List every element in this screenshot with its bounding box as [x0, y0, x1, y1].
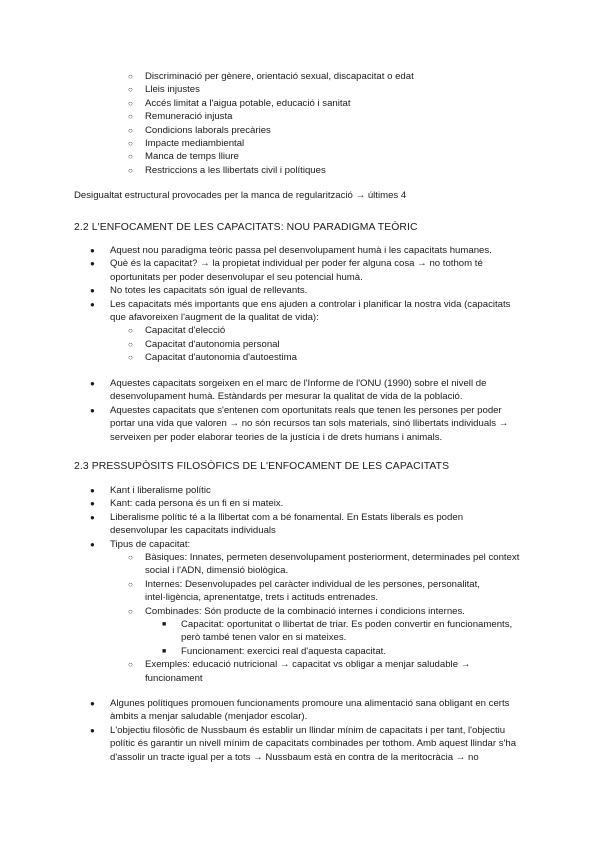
circle-bullet-icon: ○: [128, 660, 133, 670]
bullet-icon: ●: [90, 486, 95, 495]
list-item: ○ Restriccions a les llibertats civil i polítiques: [128, 164, 326, 176]
circle-bullet-icon: ○: [128, 139, 133, 149]
list-item: ● Kant i liberalisme polític: [90, 485, 211, 496]
section-heading: 2.3 PRESSUPÒSITS FILOSÒFICS DE L'ENFOCAMENT DE LES CAPACITATS: [74, 461, 450, 472]
list-item: ○ Lleis injustes: [128, 84, 200, 96]
list-item: ● Aquestes capacitats sorgeixen en el marc de l'Informe de l'ONU (1990) sobre el nivell de desenvolupament humà. Estàndards per mesurar la qualitat de vida de la població.: [90, 378, 487, 403]
list-item: ○ Accés limitat a l'aigua potable, educació i sanitat: [128, 97, 351, 109]
list-item: ● Tipus de capacitat:: [90, 538, 191, 550]
list-item: ○ Manca de temps lliure: [128, 151, 239, 163]
bullet-icon: ●: [90, 405, 95, 415]
circle-bullet-icon: ○: [128, 326, 133, 336]
list-item: ○ Capacitat d'autonomia personal: [128, 338, 280, 350]
bullet-icon: ●: [90, 286, 95, 296]
list-item: ● L'objectiu filosòfic de Nussbaum és establir un llindar mínim de capacitats i per tant, l'objectiu polític és garantir un nivell mínim de capacitats combinades per tothom. Amb aquest llindar s'ha d'assolir un tracte igual per a tots → Nussbaum està en contra de la meritocràcia → no: [90, 724, 517, 763]
circle-bullet-icon: ○: [128, 85, 133, 95]
inequality-causes-list: [0, 70, 600, 177]
circle-bullet-icon: ○: [128, 72, 133, 81]
list-item: ● Algunes polítiques promouen funcionaments promoure una alimentació sana obligant en certs àmbits a menjar saludable (menjador escolar).: [90, 698, 510, 723]
list-item: ■ Capacitat: oportunitat o llibertat de triar. Es poden convertir en funcionaments, però també tenen valor en si mateixes.: [162, 619, 513, 644]
section-23-list-b: [0, 697, 600, 764]
list-item: ● Aquest nou paradigma teòric passa pel desenvolupament humà i les capacitats humanes.: [90, 245, 492, 256]
circle-bullet-icon: ○: [128, 165, 133, 175]
bullet-icon: ●: [90, 246, 95, 255]
circle-bullet-icon: ○: [128, 112, 133, 122]
list-item: ○ Impacte mediambiental: [128, 138, 245, 150]
circle-bullet-icon: ○: [128, 152, 133, 162]
list-item: ○ Remuneració injusta: [128, 111, 233, 123]
list-item: ○ Discriminació per gènere, orientació sexual, discapacitat o edat: [128, 71, 414, 82]
list-item: ○ Condicions laborals precàries: [128, 124, 271, 136]
circle-bullet-icon: ○: [128, 339, 133, 349]
circle-bullet-icon: ○: [128, 353, 133, 363]
bullet-icon: ●: [90, 299, 95, 309]
bullet-icon: ●: [90, 725, 95, 735]
bullet-icon: ●: [90, 539, 95, 549]
list-item: ○ Capacitat d'autonomia d'autoestima: [128, 352, 297, 364]
section-23-list: [0, 484, 600, 685]
list-item: ● No totes les capacitats són igual de rellevants.: [90, 285, 308, 297]
list-item: ○ Exemples: educació nutricional → capacitat vs obligar a menjar saludable → funcionament: [128, 659, 471, 684]
bullet-icon: ●: [90, 379, 95, 388]
bullet-icon: ●: [90, 512, 95, 522]
circle-bullet-icon: ○: [128, 553, 133, 563]
list-item: ● Kant: cada persona és un fi en si mateix.: [90, 498, 284, 510]
circle-bullet-icon: ○: [128, 579, 133, 589]
list-item: ● Les capacitats més importants que ens ajuden a controlar i planificar la nostra vida (capacitats que afavoreixen l'augment de la qualitat de vida):: [90, 298, 511, 324]
section-22-list: [0, 244, 600, 365]
bullet-icon: ●: [90, 259, 95, 269]
bullet-icon: ●: [90, 699, 95, 708]
bullet-icon: ●: [90, 499, 95, 509]
circle-bullet-icon: ○: [128, 125, 133, 135]
section-22-list-b: [0, 377, 600, 444]
circle-bullet-icon: ○: [128, 606, 133, 616]
section-heading: 2.2 L'ENFOCAMENT DE LES CAPACITATS: NOU PARADIGMA TEÒRIC: [74, 222, 418, 233]
square-bullet-icon: ■: [162, 621, 167, 629]
structural-note: Desigualtat estructural provocades per la manca de regularització → últimes 4: [74, 190, 407, 201]
circle-bullet-icon: ○: [128, 98, 133, 108]
list-item: ○ Capacitat d'elecció: [128, 325, 226, 337]
square-bullet-icon: ■: [162, 647, 167, 655]
list-item: ■ Funcionament: exercici real d'aquesta capacitat.: [162, 645, 387, 657]
list-item: ○ Internes: Desenvolupades pel caràcter individual de les persones, personalitat, intel·ligència, aprenentatge, trets i actituds entrenades.: [128, 578, 480, 604]
list-item: ○ Combinades: Són producte de la combinació internes i condicions internes.: [128, 605, 465, 617]
list-item: ● Què és la capacitat? → la propietat individual per poder fer alguna cosa → no tothom té oportunitats per poder desenvolupar el seu potencial humà.: [90, 258, 483, 283]
list-item: ● Liberalisme polític té a la llibertat com a bé fonamental. En Estats liberals es poden desenvolupar les capacitats individuals: [90, 511, 464, 537]
list-item: ○ Bàsiques: Innates, permeten desenvolupament posteriorment, determinades pel context social i l'ADN, dimensió biològica.: [128, 552, 520, 577]
list-item: ● Aquestes capacitats que s'entenen com oportunitats reals que tenen les persones per poder portar una vida que valoren → no són recursos tan sols materials, sinó llibertats individuals → serveixen per poder elaborar teories de la justícia i de drets humans i animals.: [90, 404, 509, 443]
